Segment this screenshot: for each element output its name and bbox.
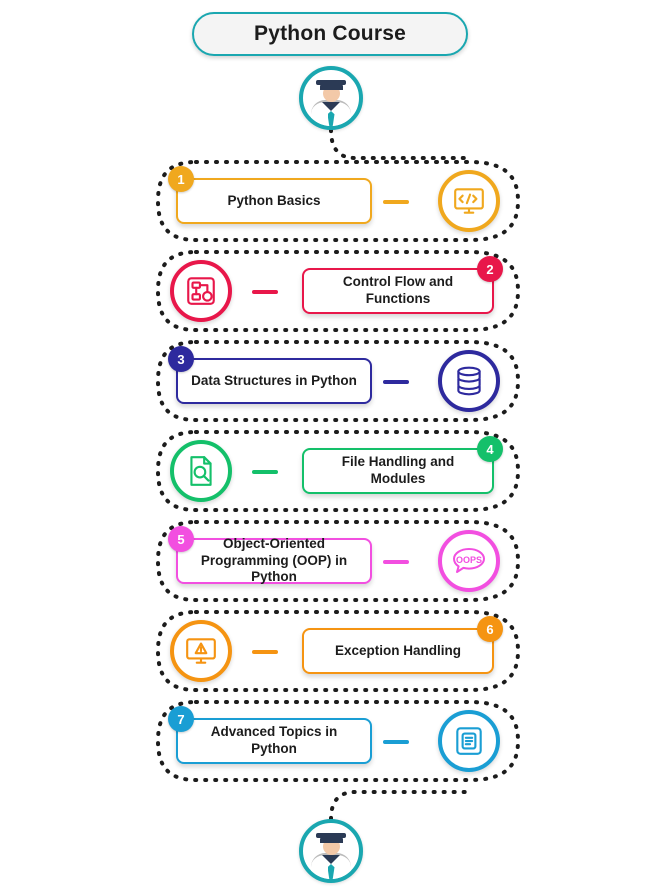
step-number-badge (168, 166, 194, 192)
step-row (0, 248, 650, 334)
connector-dash (252, 470, 278, 474)
graduate-avatar-icon (299, 819, 363, 883)
connector-dash (383, 560, 409, 564)
oops-bubble-icon (438, 530, 500, 592)
step-number-text: 4 (486, 441, 494, 457)
flowchart-gear-icon (170, 260, 232, 322)
step-label-text: Object-Oriented Programming (OOP) in Python (200, 535, 348, 585)
monitor-code-icon (438, 170, 500, 232)
step-number-badge (477, 436, 503, 462)
step-label-text: Exception Handling (334, 642, 461, 658)
step-number-badge (168, 346, 194, 372)
step-row (0, 608, 650, 694)
step-number-badge (168, 526, 194, 552)
step-number-badge (477, 616, 503, 642)
step-number-text: 7 (177, 711, 185, 727)
step-row (0, 428, 650, 514)
step-number-badge (168, 706, 194, 732)
connector-dash (252, 290, 278, 294)
step-label-text: Advanced Topics in Python (210, 724, 338, 756)
step-label-pill[interactable] (302, 268, 494, 314)
connector-dash (383, 740, 409, 744)
connector-dash (383, 200, 409, 204)
step-label-text: Python Basics (227, 192, 321, 208)
page-title (192, 12, 468, 56)
page-title-text: Python Course (254, 22, 406, 45)
person-avatar-icon (299, 66, 363, 130)
step-row (0, 518, 650, 604)
step-label-pill[interactable] (176, 178, 372, 224)
file-search-icon (170, 440, 232, 502)
step-label-text: Data Structures in Python (191, 372, 357, 388)
step-label-pill[interactable] (302, 448, 494, 494)
step-number-badge (477, 256, 503, 282)
step-number-text: 6 (486, 621, 494, 637)
step-number-text: 1 (177, 171, 185, 187)
step-row (0, 158, 650, 244)
connector-dash (383, 380, 409, 384)
step-number-text: 5 (177, 531, 185, 547)
step-number-text: 3 (177, 351, 185, 367)
step-label-pill[interactable] (302, 628, 494, 674)
svg-text:OOPS: OOPS (455, 555, 483, 565)
step-row (0, 338, 650, 424)
step-row (0, 698, 650, 784)
warning-monitor-icon (170, 620, 232, 682)
connector-dash (252, 650, 278, 654)
step-label-pill[interactable] (176, 358, 372, 404)
step-label-text: Control Flow and Functions (342, 274, 454, 306)
database-stack-icon (438, 350, 500, 412)
advanced-chip-icon (438, 710, 500, 772)
step-label-text: File Handling and Modules (341, 454, 455, 486)
step-label-pill[interactable] (176, 718, 372, 764)
step-label-pill[interactable] (176, 535, 372, 585)
step-number-text: 2 (486, 261, 494, 277)
